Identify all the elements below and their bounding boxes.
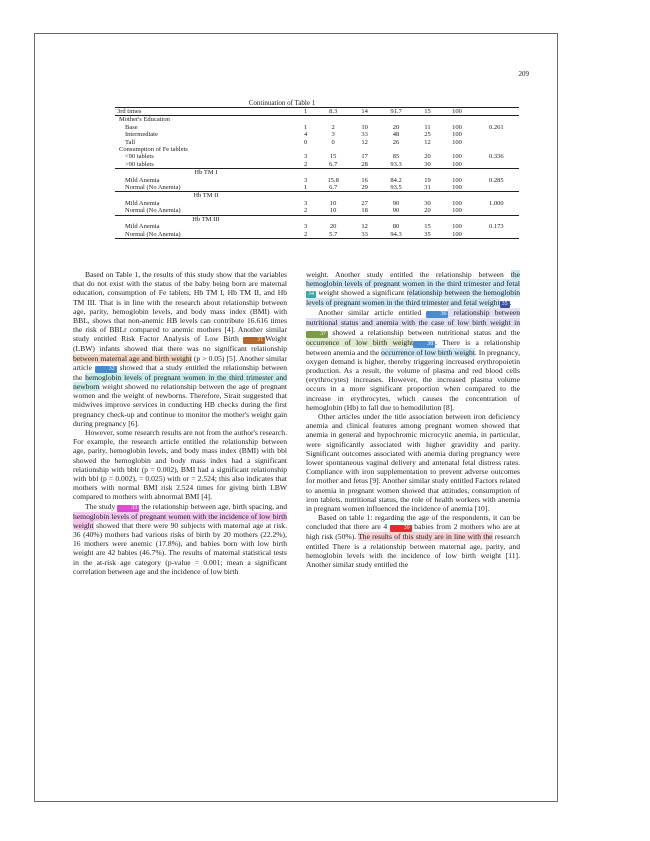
highlight: between maternal age and birth weight	[73, 353, 192, 363]
table-cell: 1	[304, 123, 308, 131]
table-cell	[474, 116, 519, 124]
table-cell	[415, 169, 441, 177]
table-row	[115, 131, 519, 138]
table-cell: 93.5	[390, 184, 402, 192]
table-cell: 20	[392, 123, 400, 131]
table-cell: 100	[452, 123, 462, 131]
table-cell	[297, 215, 315, 223]
table-row	[115, 139, 519, 146]
table-cell	[377, 116, 414, 124]
table-cell: 30	[424, 160, 431, 168]
paragraph: However, some research results are not from the author's research. For example, the research article entitled the relationship between age, parity, hemoglobin levels, and body mass index (BMI) with bbl showed the hemoglobin and body mass index had a significant relationship with bblr (p = 0.002), BMI had a significant relationship with bbl (p = 0.002), = 0.025) with or = 2.524; this also indicates that mothers with normal BMI risk 2.524 times for giving birth LBW compared to mothers with abnormal BMI [4].	[73, 428, 287, 502]
table-cell: 15	[329, 153, 337, 161]
table-cell	[415, 146, 441, 153]
text: The study	[85, 501, 118, 511]
table-cell: 31	[424, 184, 431, 192]
table-cell	[297, 146, 315, 153]
table-cell: 15.8	[327, 176, 339, 184]
table-cell: Normal (No Anemia)	[125, 184, 181, 192]
table-cell: 93.3	[390, 160, 402, 168]
table-cell: 0.336	[489, 153, 504, 161]
table-cell	[377, 169, 414, 177]
table-cell: 0	[331, 138, 335, 146]
highlight: occurrence of low birth weight	[381, 347, 475, 357]
text: Based on Table 1, the results of this study show that the variables that do not exist with the status of the baby being born are maternal education, consumption of Fe tablets, Hb TM I, Hb TM II, and Hb TM III. That is in line with the research about relationship between age, parity, hemoglobin levels, and body mass index (BMI) with BBL, shows that non-anemic HB levels can contribute 16.616 times the risk of BBLr compared to anemic mothers [4]. Another similar study entitled Risk Factor Analysis of Low Birth	[73, 270, 287, 344]
table-cell: 3	[304, 199, 308, 207]
table-cell: Intermediate	[125, 131, 158, 139]
table-cell: 15	[424, 223, 431, 231]
table-cell: 20	[329, 223, 337, 231]
table-cell: 26	[392, 138, 400, 146]
table-cell: 28	[361, 160, 368, 168]
table-cell	[352, 169, 378, 177]
table-cell: 100	[452, 184, 462, 192]
text: weight showed a significant	[316, 288, 407, 298]
table-cell: Mild Anemia	[125, 199, 160, 207]
table-cell	[474, 215, 519, 223]
table-cell	[352, 116, 378, 124]
table-row	[115, 124, 519, 131]
paragraph: Other articles under the title association between iron deficiency anemia and clinical features among pregnant women showed that anemia in general and hypochromic microcytic anemia, in particular, were significantly associated with higher gravidity and parity. Significant outcomes associated with anemia during pregnancy were lower spontaneous vaginal delivery and antenatal fetal distress rates. Compliance with iron supplementation to prevent adverse outcomes for mother and fetus [9]. Another similar study entitled Factors related to anemia in pregnant women showed that attitudes, consumption of iron tablets, nutritional status, the role of health workers with anemia in pregnant women influenced the incidence of anemia [10].	[306, 412, 520, 514]
table-row	[115, 153, 519, 160]
table-cell	[297, 169, 315, 177]
table-cell	[474, 231, 519, 239]
text: showed that there were 90 subjects with maternal age at risk. 36 (40%) mothers had various risks of birth by 20 mothers (22.2%), 16 mothers were anemic (17.8%), and babies born with low birth weight are 42 babies (46.7%). The results of maternal statistical tests in the at-risk age category (p-value = 0.001; mean a significant correlation between age and the incidence of low birth	[73, 520, 287, 576]
table-cell: 11	[424, 123, 431, 131]
table-cell	[377, 215, 414, 223]
table-cell: >90 tablets	[125, 160, 154, 168]
table-cell: 12	[424, 138, 431, 146]
table-cell	[474, 184, 519, 192]
table-cell: Base	[125, 123, 138, 131]
text: . In pregnancy, oxygen demand is higher, thereby triggering increased erythropoietin production. As a result, the volume of plasma and red blood cells (erythrocytes) increases. However, the increased plasma volume occurs in a more significant proportion when compared to the increase in erythrocytes, which causes the concentration of hemoglobin (Hb) to fall due to hemodilution [8].	[306, 347, 521, 412]
table-cell	[474, 169, 519, 177]
table-cell	[474, 207, 519, 215]
table-header-cell: 14	[352, 108, 378, 116]
table-cell: 80	[392, 223, 400, 231]
table-cell: 94.3	[377, 231, 414, 239]
paragraph	[306, 270, 520, 308]
table-cell: 100	[452, 207, 462, 215]
annotation-tag[interactable]: 38	[413, 341, 435, 348]
paper-page	[34, 33, 558, 802]
annotation-tag[interactable]: 39	[390, 525, 412, 532]
table-cell: 100	[452, 176, 462, 184]
table-cell	[474, 146, 519, 153]
table-cell	[297, 192, 315, 200]
table-cell: 0.261	[489, 123, 504, 131]
table-row	[115, 192, 519, 200]
text: babies from 2 mothers who are at high risk (50%).	[306, 522, 520, 542]
table-cell: 12	[361, 138, 368, 146]
table-cell: 100	[452, 223, 462, 231]
table-cell	[415, 215, 441, 223]
text: weight. Another study entitled the relationship between	[306, 270, 511, 279]
data-table	[115, 99, 519, 239]
table-cell: 33	[352, 231, 378, 239]
table-body	[115, 107, 519, 239]
table-row	[115, 223, 519, 230]
table-cell: Normal (No Anemia)	[115, 231, 297, 239]
highlight: the hemoglobin levels of pregnant women in the third trimester and fetal	[306, 270, 520, 289]
table-cell: 84.2	[390, 176, 402, 184]
annotation-tag[interactable]: 31	[243, 337, 265, 344]
table-cell	[314, 146, 351, 153]
table-cell: 2	[297, 231, 315, 239]
table-cell: Consumption of Fe tablets	[119, 146, 188, 154]
table-cell: 100	[452, 131, 462, 139]
table-cell	[314, 169, 351, 177]
table-row	[115, 146, 519, 153]
annotation-tag[interactable]: 37	[306, 331, 328, 338]
table-cell	[352, 215, 378, 223]
highlight: hemoglobin levels of pregnant women in the third trimester and newborn	[73, 372, 287, 392]
table-row	[115, 207, 519, 215]
table-cell: 0	[304, 138, 308, 146]
table-cell	[440, 192, 473, 200]
table-cell: 85	[392, 153, 400, 161]
table-cell	[297, 116, 315, 124]
table-cell	[474, 192, 519, 200]
table-row	[115, 231, 519, 239]
table-cell: <90 tablets	[125, 153, 154, 161]
table-cell: 0.285	[489, 176, 504, 184]
table-cell: 6.7	[329, 184, 338, 192]
highlight: relationship between nutritional status and anemia with the case of low birth weight in	[306, 308, 520, 328]
table-cell: 100	[440, 231, 473, 239]
table-cell: Normal (No Anemia)	[125, 207, 181, 215]
table-row	[115, 200, 519, 207]
table-header-cell	[474, 108, 519, 116]
text: weight showed no relationship between the age of pregnant women and the weight of newborns. Therefore, Sirait suggested that midwives improve services in conducting HB checks during the first pregnancy check-up and continue to monitor the mother's weight gain during pregnancy [6].	[73, 382, 287, 428]
table-cell: 12	[361, 223, 368, 231]
table-cell: Mild Anemia	[125, 223, 160, 231]
table-cell: 6.7	[329, 160, 338, 168]
table-row	[115, 116, 519, 124]
table-cell: 29	[361, 184, 368, 192]
right-column	[306, 270, 520, 569]
table-cell: 10	[329, 207, 337, 215]
table-header-cell: 1	[297, 108, 315, 116]
highlight: The results of this study are in line with the	[358, 532, 493, 542]
table-cell	[352, 192, 378, 200]
paragraph	[73, 502, 287, 576]
table-cell: Hb TM II	[115, 192, 297, 200]
table-header-cell: 91.7	[377, 108, 414, 116]
table-cell	[377, 192, 414, 200]
annotation-tag[interactable]: 35	[501, 301, 508, 308]
table-cell: 20	[424, 153, 431, 161]
table-cell: 27	[361, 199, 368, 207]
table-cell	[377, 146, 414, 153]
table-cell: 19	[424, 176, 431, 184]
table-cell	[440, 169, 473, 177]
table-cell: 10	[329, 199, 337, 207]
table-cell: 5.7	[314, 231, 351, 239]
table-cell: 35	[415, 231, 441, 239]
highlight: relationship between the hemoglobin levels of pregnant women in the third trimester and fetal weight	[306, 288, 520, 308]
table-cell: 16	[361, 176, 368, 184]
table-header-cell: 3rd times	[115, 108, 297, 116]
table-cell: 30	[424, 199, 431, 207]
table-header-cell: 8.3	[314, 108, 351, 116]
annotation-tag[interactable]: 33	[117, 505, 139, 512]
table-cell: 90	[392, 199, 400, 207]
table-cell: 3	[331, 131, 335, 139]
table-row	[115, 169, 519, 177]
table-cell	[440, 116, 473, 124]
page-number: 209	[518, 70, 529, 78]
table-cell: Hb TM I	[115, 169, 297, 177]
text: .	[509, 298, 512, 308]
table-cell	[314, 192, 351, 200]
text: (p > 0.05) [5]. Another similar article	[73, 353, 287, 372]
table-cell: 4	[304, 131, 308, 139]
table-cell: 17	[361, 153, 368, 161]
text: research entitled There is a relationship between maternal age, parity, and hemoglobin levels with the incidence of low birth weight [11]. Another similar study entitled the	[306, 532, 520, 570]
table-cell: Mother's Education	[119, 116, 170, 124]
table-cell: 0.173	[489, 223, 504, 231]
table-cell: 10	[361, 123, 368, 131]
table-row	[115, 184, 519, 192]
table-cell: 48	[392, 131, 400, 139]
table-cell: 25	[424, 131, 431, 139]
paragraph	[73, 270, 287, 428]
table-cell: 18	[361, 207, 368, 215]
table-cell: 1.000	[489, 199, 504, 207]
table-cell: 2	[331, 123, 335, 131]
table-cell	[474, 139, 519, 146]
table-cell	[474, 161, 519, 169]
text: Another similar article entitled	[318, 308, 427, 318]
table-row	[115, 177, 519, 184]
paragraph	[306, 308, 520, 412]
table-cell	[314, 116, 351, 124]
text: the relationship between age, birth spacing, and	[139, 501, 287, 511]
table-row	[115, 161, 519, 169]
table-header-row	[115, 108, 519, 116]
table-cell: 100	[452, 160, 462, 168]
table-cell: 90	[392, 207, 400, 215]
table-cell: 100	[452, 153, 462, 161]
table-cell: Hb TM III	[115, 215, 297, 223]
table-cell: 33	[361, 131, 368, 139]
paragraph	[306, 513, 520, 569]
table-cell	[415, 192, 441, 200]
annotation-tag[interactable]: 36	[426, 311, 448, 318]
table-cell: 100	[452, 199, 462, 207]
table-header-cell: 100	[440, 108, 473, 116]
left-column	[73, 270, 287, 576]
table-row	[115, 215, 519, 223]
table-cell	[440, 215, 473, 223]
annotation-tag[interactable]: 34	[308, 291, 314, 298]
highlight: occurrence of low birth weight	[306, 337, 414, 347]
table-cell: 20	[424, 207, 431, 215]
table-cell	[314, 215, 351, 223]
text: . There is a relationship between anemia and the	[306, 337, 520, 357]
table-header-cell: 15	[415, 108, 441, 116]
text: showed that a study entitled the relationship between the	[73, 362, 287, 382]
table-cell: 2	[304, 207, 308, 215]
table-cell: Mild Anemia	[125, 176, 160, 184]
table-title: Continuation of Table 1	[248, 99, 316, 107]
table-cell: 3	[304, 176, 308, 184]
table-cell: 3	[304, 223, 308, 231]
text: Based on table 1: regarding the age of the respondents, it can be concluded that there are 4	[306, 513, 520, 532]
table-cell	[352, 146, 378, 153]
table-cell	[474, 131, 519, 138]
text: showed a relationship between nutritional status and the	[328, 327, 520, 337]
text: Weight (LBW) infants showed that there was no significant relationship	[73, 334, 287, 354]
table-cell	[440, 146, 473, 153]
table-cell	[415, 116, 441, 124]
highlight: hemoglobin levels of pregnant women with the incidence of low birth weight	[73, 511, 287, 530]
table-cell: 2	[304, 160, 308, 168]
table-cell: 1	[304, 184, 308, 192]
table-cell: 100	[452, 138, 462, 146]
annotation-tag[interactable]: 32	[95, 366, 117, 373]
table-cell: Tall	[125, 138, 136, 146]
table-cell: 3	[304, 153, 308, 161]
